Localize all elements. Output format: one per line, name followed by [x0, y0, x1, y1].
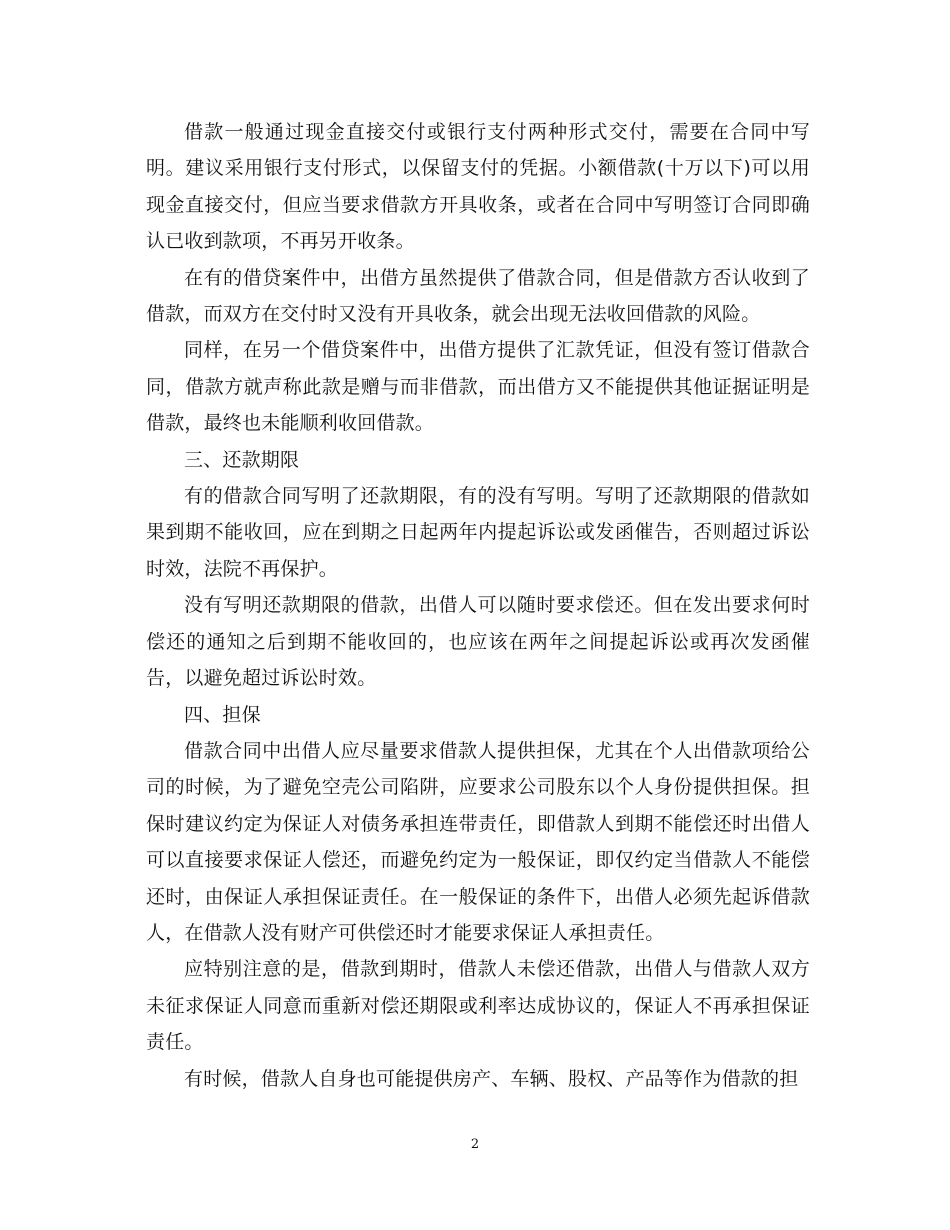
paragraph-case-no-contract: 同样，在另一个借贷案件中，出借方提供了汇款凭证，但没有签订借款合同，借款方就声称此款是赠与而非借款，而出借方又不能提供其他证据证明是借款，最终也未能顺利收回借款。 [146, 339, 810, 435]
paragraph-repayment-term-unstated: 没有写明还款期限的借款，出借人可以随时要求偿还。但在发出要求何时偿还的通知之后到期不能收回的，也应该在两年之间提起诉讼或再次发函催告，以避免超过诉讼时效。 [146, 594, 810, 690]
document-body [146, 114, 810, 1097]
section-heading-guarantee: 四、担保 [184, 703, 261, 726]
paragraph-delivery-methods: 借款一般通过现金直接交付或银行支付两种形式交付，需要在合同中写明。建议采用银行支付形式，以保留支付的凭据。小额借款(十万以下)可以用现金直接交付，但应当要求借款方开具收条，或者在合同中写明签订合同即确认已收到款项，不再另开收条。 [146, 121, 810, 253]
paragraph-repayment-term-stated: 有的借款合同写明了还款期限，有的没有写明。写明了还款期限的借款如果到期不能收回，应在到期之日起两年内提起诉讼或发函催告，否则超过诉讼时效，法院不再保护。 [146, 485, 810, 580]
paragraph-collateral: 有时候，借款人自身也可能提供房产、车辆、股权、产品等作为借款的担 [184, 1067, 799, 1090]
paragraph-case-no-receipt: 在有的借贷案件中，出借方虽然提供了借款合同，但是借款方否认收到了借款，而双方在交付时又没有开具收条，就会出现无法收回借款的风险。 [146, 266, 810, 326]
paragraph-guarantee-requirement: 借款合同中出借人应尽量要求借款人提供担保，尤其在个人出借款项给公司的时候，为了避免空壳公司陷阱，应要求公司股东以个人身份提供担保。担保时建议约定为保证人对债务承担连带责任，即借款人到期不能偿还时出借人可以直接要求保证人偿还，而避免约定为一般保证，即仅约定当借款人不能偿还时，由保证人承担保证责任。在一般保证的条件下，出借人必须先起诉借款人，在借款人没有财产可供偿还时才能要求保证人承担责任。 [146, 739, 810, 944]
page-number: 2 [470, 1137, 480, 1152]
section-heading-repayment-term: 三、还款期限 [184, 448, 300, 471]
paragraph-guarantor-consent: 应特别注意的是，借款到期时，借款人未偿还借款，出借人与借款人双方未征求保证人同意而重新对偿还期限或利率达成协议的，保证人不再承担保证责任。 [146, 958, 810, 1054]
